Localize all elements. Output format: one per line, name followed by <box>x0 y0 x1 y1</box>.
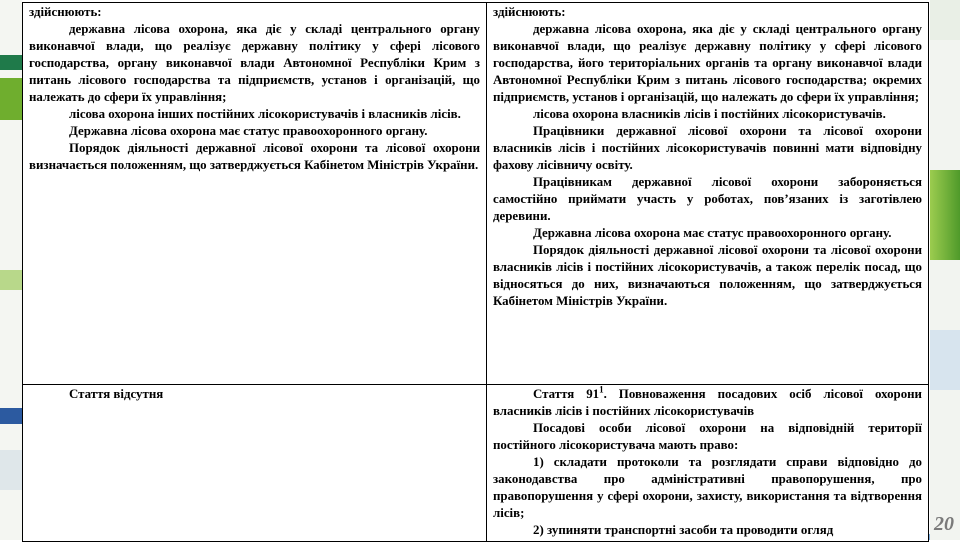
table-row <box>23 3 929 385</box>
right-band-stripe <box>930 0 960 40</box>
left-band-stripe <box>0 270 22 290</box>
cell-paragraph: 1) складати протоколи та розглядати справи відповідно до законодавства про адміністративні правопорушення, про правопорушення у сфері охорони, захисту, використання та відтворення лісів; <box>493 455 922 520</box>
right-decorative-band <box>930 0 960 540</box>
left-band-stripe <box>0 78 22 120</box>
left-band-stripe <box>0 450 22 490</box>
left-band-stripe <box>0 55 22 70</box>
table-cell-proposed-text <box>487 3 929 385</box>
article-heading-suffix: . Повноваження посадових осіб лісової охорони власників лісів і постійних лісокористувачів <box>493 387 922 418</box>
article-heading-superscript: 1 <box>599 384 604 395</box>
article-heading <box>493 386 922 420</box>
comparison-table <box>22 2 929 542</box>
right-band-stripe <box>930 170 960 260</box>
right-band-stripe <box>930 330 960 390</box>
cell-paragraph: Посадові особи лісової охорони на відповідній території постійного лісокористувача мають право: <box>493 421 922 452</box>
table-cell-current-text <box>23 3 487 385</box>
cell-paragraph: лісова охорона власників лісів і постійних лісокористувачів. <box>533 107 886 121</box>
cell-paragraph: лісова охорона інших постійних лісокористувачів і власників лісів. <box>69 107 461 121</box>
cell-paragraph: Державна лісова охорона має статус правоохоронного органу. <box>69 124 428 138</box>
cell-paragraph: Працівники державної лісової охорони та лісової охорони власників лісів і постійних лісокористувачів повинні мати відповідну фахову лісівничу освіту. <box>493 124 922 172</box>
cell-paragraph: здійснюють: <box>493 5 566 19</box>
cell-paragraph: 2) зупиняти транспортні засоби та проводити огляд <box>533 523 834 537</box>
cell-paragraph: державна лісова охорона, яка діє у складі центрального органу виконавчої влади, що реалізує державну політику у сфері лісового господарства, його територіальних органів та органу виконавчої влади Автономної Республіки Крим з питань лісового господарства; окремих підприємств, установ і організацій, що належать до сфери їх управління; <box>493 22 922 104</box>
slide-number: 20 <box>934 513 954 535</box>
cell-paragraph: Працівникам державної лісової охорони забороняється самостійно приймати участь у роботах, пов’язаних із заготівлею деревини. <box>493 175 922 223</box>
table-cell-current-text <box>23 385 487 542</box>
cell-paragraph: Порядок діяльності державної лісової охорони та лісової охорони визначається положенням, що затверджується Кабінетом Міністрів України. <box>29 141 480 172</box>
left-decorative-band <box>0 0 22 540</box>
cell-paragraph: державна лісова охорона, яка діє у складі центрального органу виконавчої влади, що реалізує державну політику у сфері лісового господарства, органу виконавчої влади Автономної Республіки Крим з питань лісового господарства та підприємств, установ і організацій, що належать до сфери їх управління; <box>29 22 480 104</box>
cell-paragraph: здійснюють: <box>29 5 102 19</box>
cell-paragraph: Порядок діяльності державної лісової охорони та лісової охорони власників лісів і постійних лісокористувачів, а також перелік посад, що відносяться до них, визначаються положенням, що затверджується Кабінетом Міністрів України. <box>493 243 922 308</box>
article-heading-prefix: Стаття 91 <box>533 387 600 401</box>
table-cell-proposed-text <box>487 385 929 542</box>
cell-paragraph: Державна лісова охорона має статус правоохоронного органу. <box>533 226 892 240</box>
table-row <box>23 385 929 542</box>
cell-paragraph: Стаття відсутня <box>69 387 164 401</box>
left-band-stripe <box>0 408 22 424</box>
